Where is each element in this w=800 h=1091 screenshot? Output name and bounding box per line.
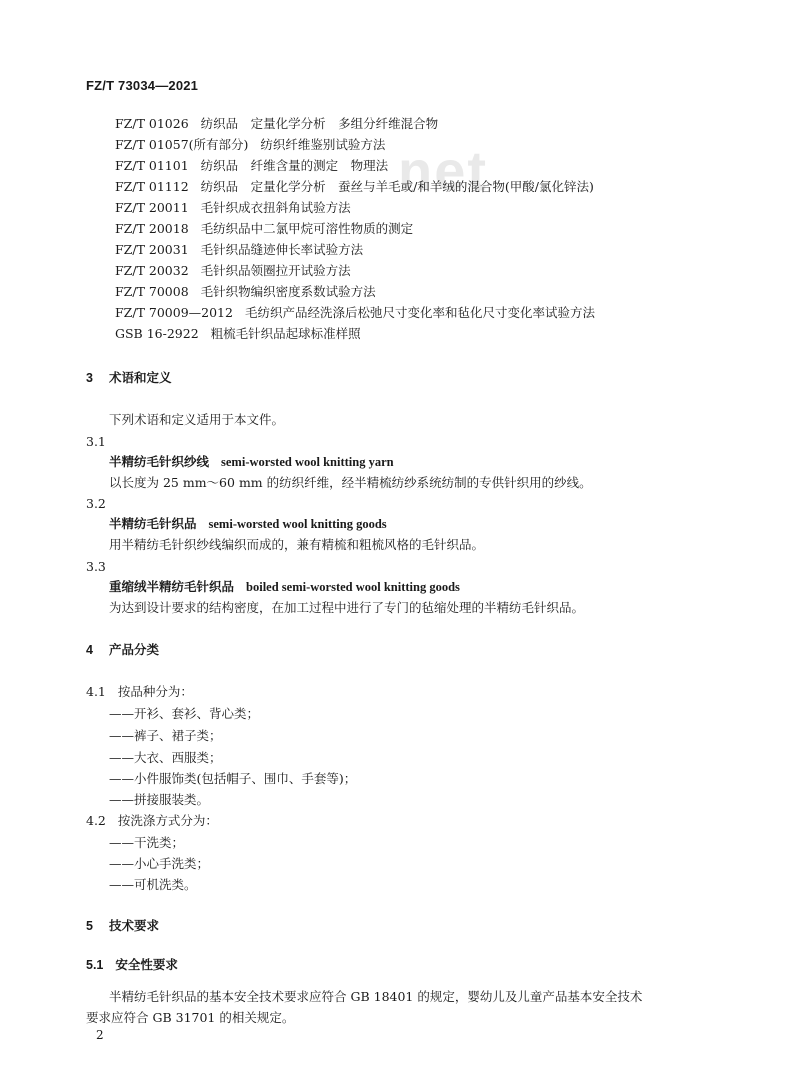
document-code-header: FZ/T 73034—2021 (86, 78, 199, 93)
subsection-4-1: 4.1 按品种分为： (86, 684, 193, 699)
reference-item: FZ/T 01112 纺织品 定量化学分析 蚕丝与羊毛或/和羊绒的混合物(甲酸/氯化锌法) (115, 179, 594, 194)
subsection-4-2: 4.2 按洗涤方式分为： (86, 813, 218, 828)
list-item: ——可机洗类。 (109, 877, 197, 892)
reference-item: FZ/T 01026 纺织品 定量化学分析 多组分纤维混合物 (115, 116, 439, 131)
reference-item: FZ/T 01057(所有部分) 纺织纤维鉴别试验方法 (115, 137, 386, 152)
term-3-1-number: 3.1 (86, 434, 106, 449)
reference-item: FZ/T 20011 毛针织成衣扭斜角试验方法 (115, 200, 351, 215)
section-4-heading: 4 产品分类 (86, 643, 159, 657)
term-3-3-number: 3.3 (86, 559, 106, 574)
reference-item: FZ/T 01101 纺织品 纤维含量的测定 物理法 (115, 158, 389, 173)
list-item: ——裤子、裙子类； (109, 728, 222, 743)
list-item: ——小心手洗类； (109, 856, 210, 871)
watermark: net (398, 139, 488, 202)
section-5-heading: 5 技术要求 (86, 919, 159, 933)
reference-item: GSB 16-2922 粗梳毛针织品起球标准样照 (115, 326, 361, 341)
paragraph-line: 要求应符合 GB 31701 的相关规定。 (86, 1010, 295, 1025)
list-item: ——拼接服装类。 (109, 792, 210, 807)
list-item: ——干洗类； (109, 835, 185, 850)
section-3-heading: 3 术语和定义 (86, 371, 172, 385)
reference-item: FZ/T 20032 毛针织品领圈拉开试验方法 (115, 263, 351, 278)
term-3-3-definition: 为达到设计要求的结构密度，在加工过程中进行了专门的毡缩处理的半精纺毛针织品。 (109, 600, 585, 615)
list-item: ——小件服饰类(包括帽子、围巾、手套等)； (109, 771, 357, 786)
reference-item: FZ/T 20018 毛纺织品中二氯甲烷可溶性物质的测定 (115, 221, 414, 236)
reference-item: FZ/T 70009—2012 毛纺织产品经洗涤后松弛尺寸变化率和毡化尺寸变化率试验方法 (115, 305, 595, 320)
term-3-3-title: 重缩绒半精纺毛针织品 boiled semi-worsted wool knitting goods (109, 579, 460, 594)
subsection-5-1-heading: 5.1 安全性要求 (86, 958, 178, 972)
section-3-intro: 下列术语和定义适用于本文件。 (109, 412, 285, 427)
term-3-2-number: 3.2 (86, 496, 106, 511)
reference-item: FZ/T 20031 毛针织品缝迹伸长率试验方法 (115, 242, 364, 257)
page-number: 2 (96, 1028, 104, 1042)
list-item: ——开衫、套衫、背心类； (109, 706, 260, 721)
term-3-1-title: 半精纺毛针织纱线 semi-worsted wool knitting yarn (109, 454, 394, 469)
term-3-2-title: 半精纺毛针织品 semi-worsted wool knitting goods (109, 516, 387, 531)
reference-item: FZ/T 70008 毛针织物编织密度系数试验方法 (115, 284, 376, 299)
paragraph-line: 半精纺毛针织品的基本安全技术要求应符合 GB 18401 的规定，婴幼儿及儿童产品基本安全技术 (109, 989, 643, 1004)
term-3-2-definition: 用半精纺毛针织纱线编织而成的，兼有精梳和粗梳风格的毛针织品。 (109, 537, 485, 552)
list-item: ——大衣、西服类； (109, 750, 222, 765)
normative-references-list (115, 113, 595, 344)
term-3-1-definition: 以长度为 25 mm～60 mm 的纺织纤维，经半精梳纺纱系统纺制的专供针织用的纱线。 (109, 475, 592, 490)
